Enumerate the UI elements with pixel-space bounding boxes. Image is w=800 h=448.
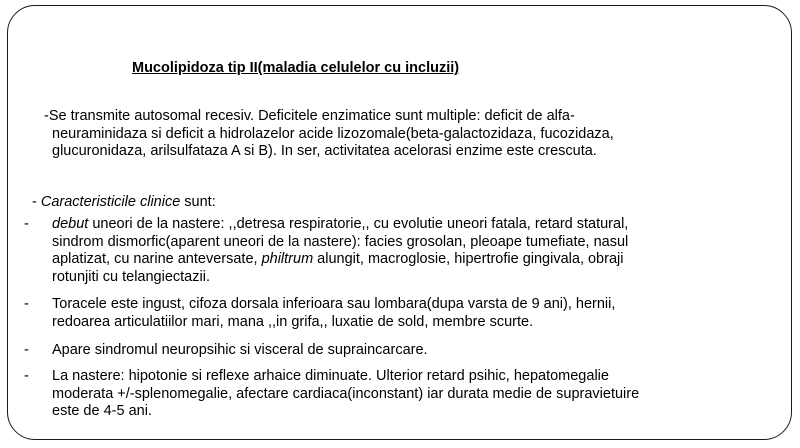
bullet-dash: -: [24, 216, 29, 232]
intro-line: glucuronidaza, arilsulfataza A si B). In ser, activitatea acelorasi enzime este crescuta.: [52, 143, 597, 159]
bullet-item-syndrome: [24, 342, 764, 360]
heading-suffix: sunt:: [180, 194, 216, 210]
bullet-item-thorax: [24, 296, 764, 331]
bullet-dash: -: [24, 342, 29, 358]
bullet-line: rotunjiti cu telangiectazii.: [52, 268, 210, 285]
intro-line: -Se transmite autosomal recesiv. Deficitele enzimatice sunt multiple: deficit de alfa-: [44, 108, 575, 124]
bullet-dash: -: [24, 296, 29, 312]
bullet-text: uneori de la nastere: ,,detresa respiratorie,, cu evolutie uneori fatala, retard statural,: [88, 216, 629, 232]
bullet-line: moderata +/-splenomegalie, afectare cardiaca(inconstant) iar durata medie de supravietuire: [52, 385, 640, 402]
bullet-line: este de 4-5 ani.: [52, 403, 152, 419]
bullet-item-birth: [24, 368, 764, 421]
clinical-features-heading: [32, 194, 216, 212]
bullet-italic: philtrum: [261, 251, 314, 267]
document-title: Mucolipidoza tip II(maladia celulelor cu incluzii): [132, 60, 460, 76]
bullet-line: redoarea articulatiilor mari, mana ,,in grifa,, luxatie de sold, membre scurte.: [52, 313, 534, 330]
bullet-line: Apare sindromul neuropsihic si visceral de supraincarcare.: [52, 342, 428, 358]
bullet-line: Toracele este ingust, cifoza dorsala inferioara sau lombara(dupa varsta de 9 ani), hernii,: [52, 296, 616, 312]
bullet-italic: debut: [52, 216, 89, 232]
bullet-line: sindrom dismorfic(aparent uneori de la nastere): facies grosolan, pleoape tumefiate, nasul: [52, 233, 629, 250]
bullet-text: alungit, macroglosie, hipertrofie gingivala, obraji: [313, 251, 624, 267]
bullet-line: [52, 251, 764, 269]
bullet-text: aplatizat, cu narine anteversate,: [52, 251, 262, 267]
heading-prefix: -: [32, 194, 41, 210]
bullet-line: La nastere: hipotonie si reflexe arhaice diminuate. Ulterior retard psihic, hepatomegalie: [52, 368, 609, 384]
intro-paragraph: [44, 108, 744, 161]
intro-line: neuraminidaza si deficit a hidrolazelor acide lizozomale(beta-galactozidaza, fucozidaza,: [52, 125, 614, 142]
bullet-line: [52, 216, 764, 234]
heading-italic: Caracteristicile clinice: [40, 194, 181, 210]
bullet-dash: -: [24, 368, 29, 384]
bullet-item-onset: [24, 216, 764, 286]
